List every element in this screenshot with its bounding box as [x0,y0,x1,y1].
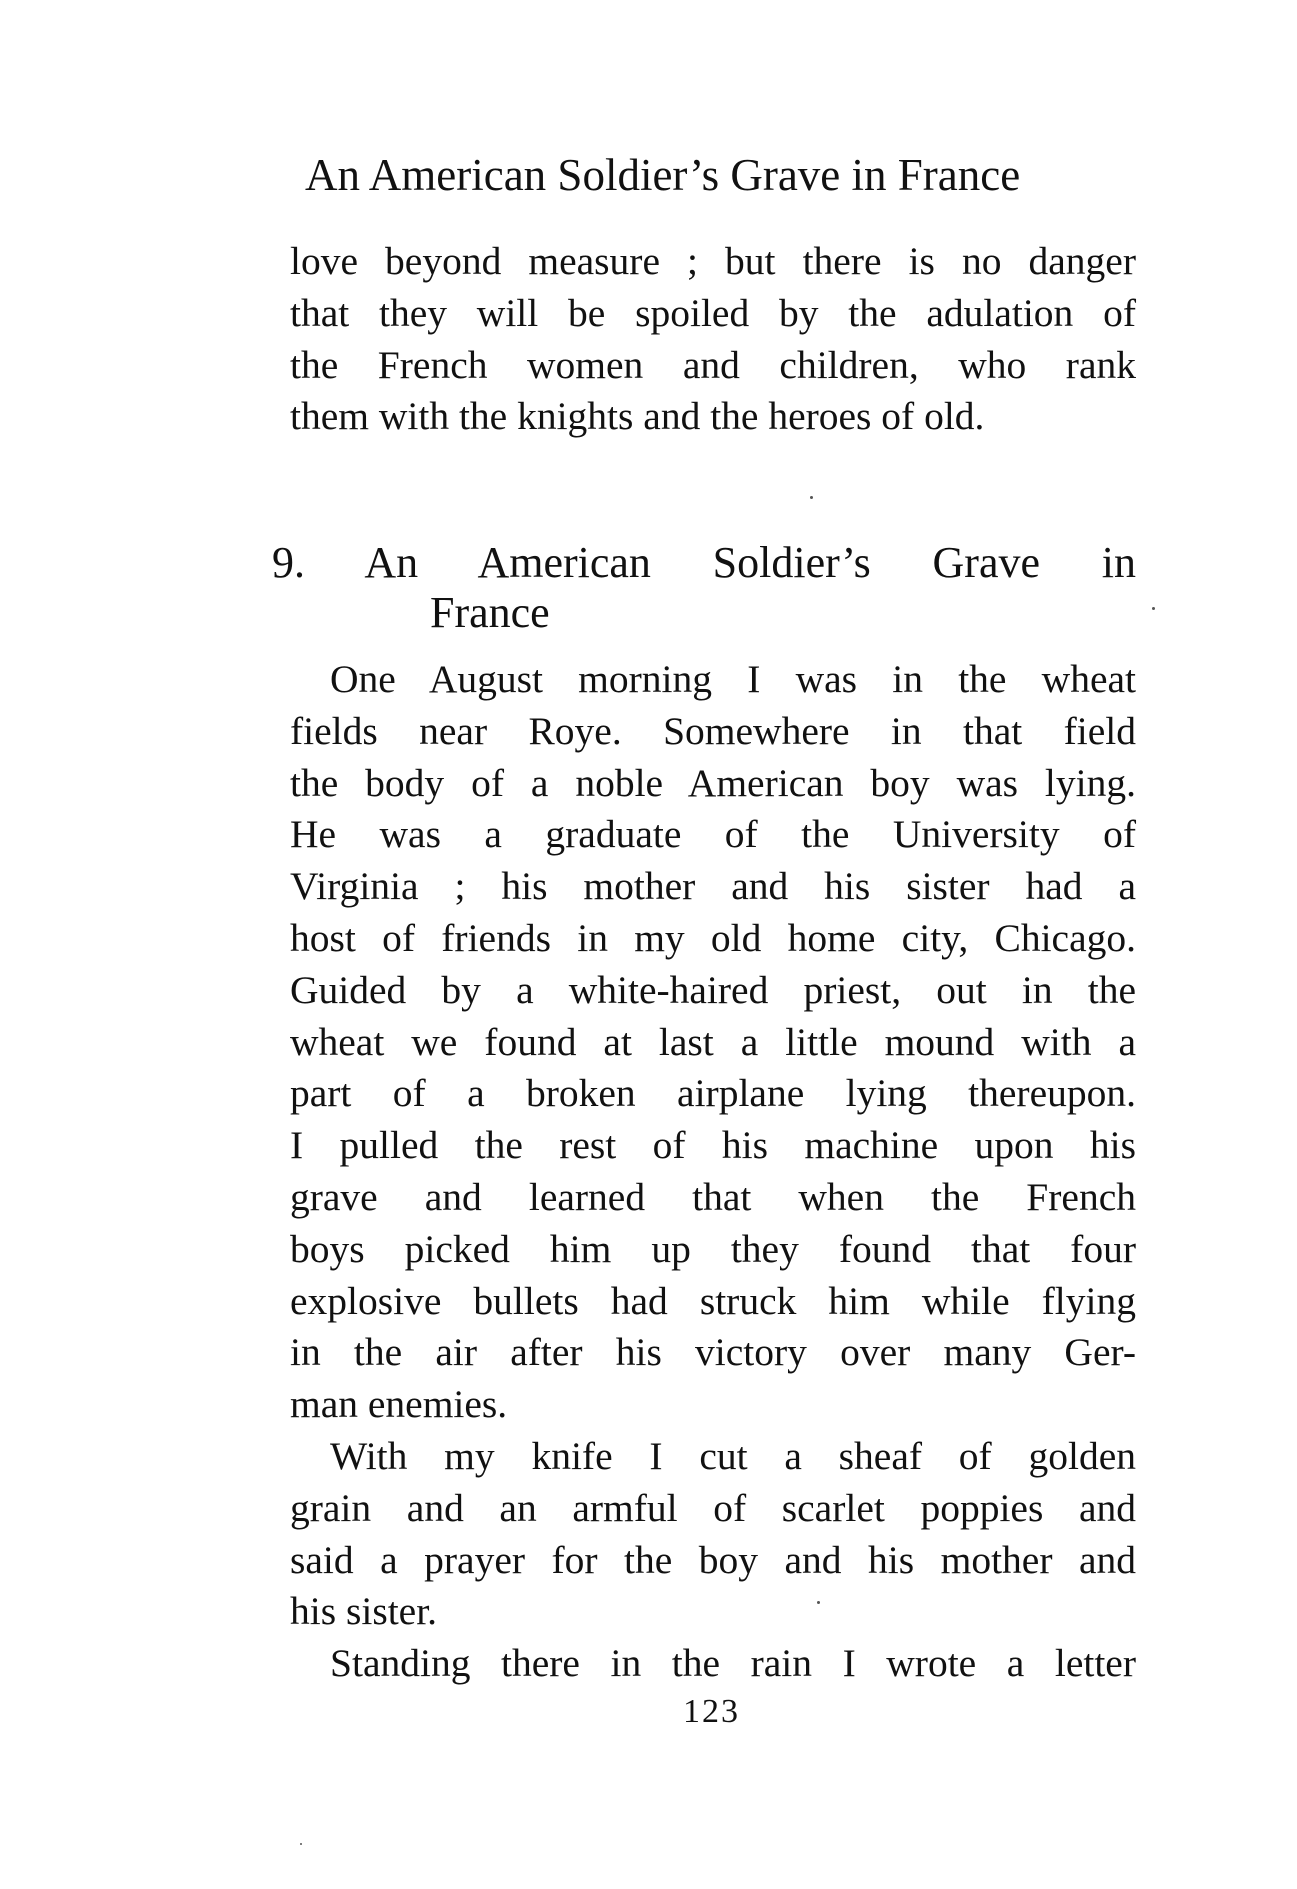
text-line: One August morning I was in the wheat [330,657,1136,701]
text-line: said a prayer for the boy and his mother and [290,1537,1136,1582]
text-line: his sister. [290,1589,438,1634]
intro-paragraph [290,236,1136,443]
chapter-heading-line: France [430,588,550,637]
text-line: wheat we found at last a little mound with a [290,1019,1136,1064]
text-line: Guided by a white-haired priest, out in the [290,967,1136,1012]
text-line: man enemies. [290,1382,508,1427]
text-line: that they will be spoiled by the adulation of [290,290,1136,335]
chapter-heading [272,538,1136,638]
text-line: the French women and children, who rank [290,342,1136,387]
running-head: An American Soldier’s Grave in France [305,150,1021,200]
text-line: fields near Roye. Somewhere in that field [290,708,1136,753]
text-line: I pulled the rest of his machine upon his [290,1123,1136,1168]
text-line: With my knife I cut a sheaf of golden [330,1434,1136,1478]
ink-speck [817,1601,820,1604]
text-line: grave and learned that when the French [290,1174,1136,1219]
text-line: He was a graduate of the University of [290,812,1136,857]
text-line: in the air after his victory over many Ger- [290,1330,1136,1375]
text-line: Virginia ; his mother and his sister had a [290,864,1136,909]
text-line: grain and an armful of scarlet poppies and [290,1485,1136,1530]
text-line: host of friends in my old home city, Chicago. [290,915,1136,960]
text-line: love beyond measure ; but there is no danger [290,239,1136,283]
page-number: 123 [683,1693,740,1730]
text-line: part of a broken airplane lying thereupon. [290,1071,1136,1116]
paragraph [290,654,1136,1431]
ink-speck [1152,607,1155,610]
ink-speck [300,1843,302,1845]
chapter-heading-line: 9. An American Soldier’s Grave in [272,538,1136,587]
text-line: them with the knights and the heroes of old. [290,394,985,439]
paragraph [290,1431,1136,1638]
text-line: explosive bullets had struck him while flying [290,1278,1136,1323]
paragraph [290,1638,1136,1690]
text-line: Standing there in the rain I wrote a letter [330,1641,1136,1685]
text-line: the body of a noble American boy was lying. [290,760,1136,805]
text-line: boys picked him up they found that four [290,1226,1136,1271]
ink-speck [810,496,813,499]
